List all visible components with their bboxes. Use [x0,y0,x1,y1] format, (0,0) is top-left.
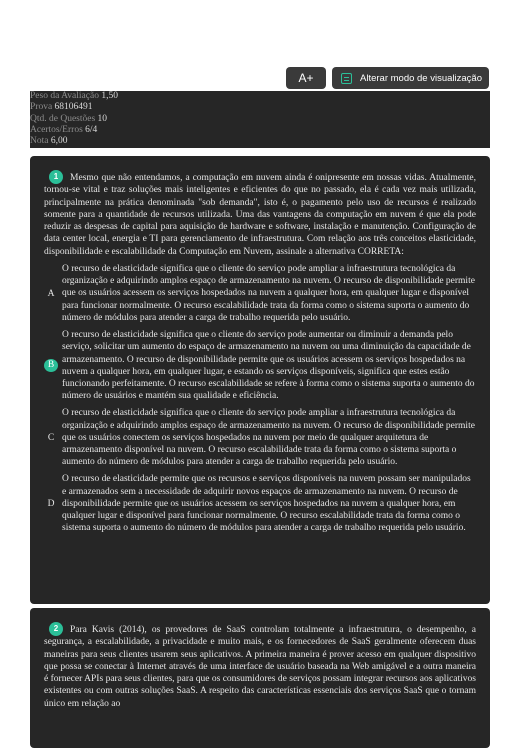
option-text: O recurso de elasticidade significa que o cliente do serviço pode ampliar a infraestrutura tecnológica da organização e adquirindo amplos espaço de armazenamento na nuvem. O recurso de disponibilidade permite que os usuários acessem os serviços hospedados na nuvem a qualquer hora, em qualquer lugar e disponível para funcionar normalmente. O recurso escalabilidade trata da forma como o sistema suporta o aumento do número de módulos para atender a carga de trabalho requerida pelo usuário. [62,264,475,323]
option-a[interactable] [44,263,476,324]
view-mode-label: Alterar modo de visualização [360,72,482,84]
option-text: O recurso de elasticidade significa que o cliente do serviço pode aumentar ou diminuir a demanda pelo serviço, solicitar um aumento do espaço de armazenamento na nuvem ou uma diminuição da capacidade de armazenamento. O recurso de disponibilidade permite que os usuários acessem os serviços hospedados na nuvem a qualquer hora, em qualquer lugar, e estando os serviços disponíveis, significa que estes estão funcionando perfeitamente. O recurso escalabilidade se refere à forma como o sistema suporta o aumento do número de usuários e mantém sua qualidade e eficiência. [62,330,475,402]
question-number-badge: 1 [49,170,63,184]
question-card-2 [30,608,490,748]
option-d[interactable] [44,473,476,534]
summary-grade: Nota 6,00 [30,136,68,147]
option-letter: C [47,432,55,443]
question-number-badge: 2 [49,622,63,636]
summary-score: Acertos/Erros 6/4 [30,124,98,135]
summary-questions: Qtd. de Questões 10 [30,113,108,124]
summary-weight: Peso da Avaliação 1,50 [30,91,118,101]
answer-options [44,263,476,534]
option-text: O recurso de elasticidade significa que o cliente do serviço pode ampliar a infraestrutura tecnológica da organização e adquirindo amplos espaço de armazenamento na nuvem. O recurso de disponibilidade permite que os usuários conectem os serviços hospedados na nuvem por meio de qualquer arquitetura de armazenamento disponível na nuvem. O recurso escalabilidade trata da forma como o sistema suporta o aumento do número de módulos para atender a carga de trabalho requerida pelo usuário. [62,408,475,468]
question-statement: 2 Para Kavis (2014), os provedores de SaaS controlam totalmente a infraestrutura, o desempenho, a segurança, a escalabilidade, a privacidade e muito mais, e os fornecedores de SaaS geralmente oferecem duas maneiras para seus clientes usarem seus aplicativos. A primeira maneira é prover acesso em qualquer dispositivo que possa se conectar à Internet através de uma interface de usuário baseada na Web amigável e a outra maneira é fornecer APIs para seus clientes, para que os consumidores de serviços possam integrar recursos aos aplicativos existentes ou com outras soluções SaaS. A respeito das características essenciais dos serviços SaaS que o tornam único em relação ao [44,624,476,709]
increase-font-button[interactable]: A+ [286,67,326,89]
summary-exam: Prova 68106491 [30,102,93,113]
option-letter-selected: B [44,359,58,372]
question-card-1 [30,156,490,604]
exam-summary [30,91,490,148]
top-whitespace [0,0,520,66]
view-mode-icon [341,73,352,84]
view-mode-button[interactable] [332,67,489,89]
option-letter: D [47,498,55,509]
option-letter: A [47,288,55,299]
option-c[interactable] [44,407,476,468]
option-text: O recurso de elasticidade permite que os recursos e serviços disponíveis na nuvem possam ser manipulados e armazenados sem a necessidade de adquirir novos espaços de armazenamento na nuvem. O recurso de disponibilidade permite que os usuários acessem os serviços hospedados na nuvem a qualquer hora, em qualquer lugar e disponível para funcionar normalmente. O recurso escalabilidade trata da forma como o sistema suporta o aumento do número de módulos para atender a carga de trabalho requerida pelo usuário. [62,474,471,534]
question-statement: 1 Mesmo que não entendamos, a computação em nuvem ainda é onipresente em nossas vidas. Atualmente, tornou-se vital e traz soluções mais inteligentes e eficientes do que no passado, ela é cada vez mais utilizada, principalmente na prática denominada "sob demanda", isto é, o pagamento pelo uso de recursos é realizado somente para a quantidade de recursos utilizada. Uma das vantagens da computação em nuvem é que ela pode reduzir as despesas de capital para aquisição de hardware e software, instalação e manutenção. Configuração de data center local, energia e TI para gerenciamento de infraestrutura. Com relação aos três conceitos elasticidade, disponibilidade e escalabilidade da Computação em Nuvem, assinale a alternativa CORRETA: [44,172,476,257]
option-b[interactable] [44,329,476,402]
